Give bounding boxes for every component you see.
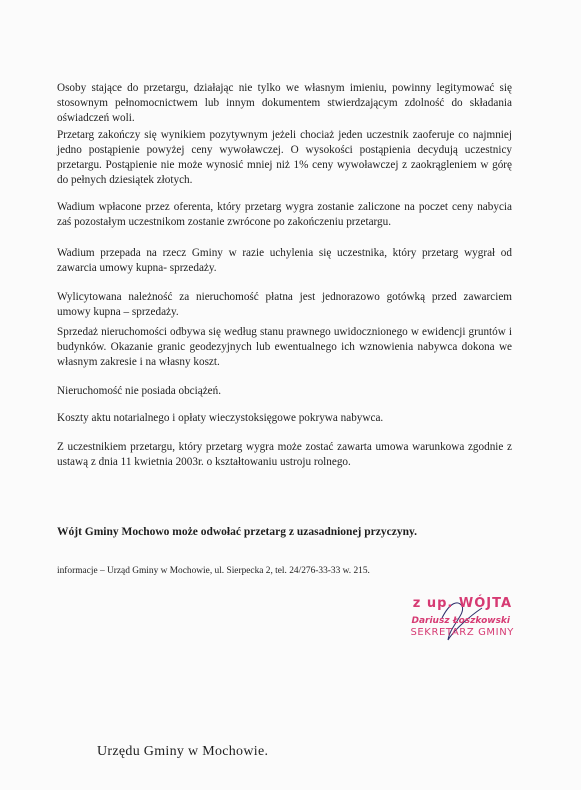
contact-info: informacje – Urząd Gminy w Mochowie, ul. Sierpecka 2, tel. 24/276-33-33 w. 215. — [57, 566, 370, 576]
official-stamp — [380, 596, 520, 646]
paragraph-costs: Koszty aktu notarialnego i opłaty wieczystoksięgowe pokrywa nabywca. — [57, 412, 384, 424]
paragraph-proxy: Osoby stające do przetargu, działając nie tylko we własnym imieniu, powinny legitymować się stosownym pełnomocnictwem lub innym dokumentem stwierdzającym zdolność do składania oświadczeń woli. — [57, 82, 512, 124]
stamp-line-1: z up. WÓJTA — [412, 596, 512, 611]
footer-text: Urzędu Gminy w Mochowie. — [97, 744, 269, 759]
stamp-line-2: Dariusz Łoszkowski — [411, 616, 510, 626]
paragraph-payment: Wylicytowana należność za nieruchomość płatna jest jednorazowo gotówką przed zawarciem umowy kupna – sprzedaży. — [57, 291, 512, 318]
paragraph-encumbrances: Nieruchomość nie posiada obciążeń. — [57, 385, 222, 397]
paragraph-deposit-credit: Wadium wpłacone przez oferenta, który przetarg wygra zostanie zaliczone na poczet ceny nabycia zaś pozostałym uczestnikom zostanie zwrócone po zakończeniu przetargu. — [57, 201, 512, 228]
paragraph-outcome: Przetarg zakończy się wynikiem pozytywnym jeżeli chociaż jeden uczestnik zaoferuje co najmniej jedno postąpienie powyżej ceny wywoławczej. O wysokości postąpienia decydują uczestnicy przetargu. Postąpienie nie może wynosić mniej niż 1% ceny wywoławczej z zaokrągleniem w górę do pełnych dziesiątek złotych. — [57, 129, 512, 186]
stamp-line-3: SEKRETARZ GMINY — [410, 627, 514, 638]
paragraph-deposit-forfeit: Wadium przepada na rzecz Gminy w razie uchylenia się uczestnika, który przetarg wygrał od zawarcia umowy kupna- sprzedaży. — [57, 247, 512, 274]
paragraph-conditional-agreement: Z uczestnikiem przetargu, który przetarg wygra może zostać zawarta umowa warunkowa zgodnie z ustawą z dnia 11 kwietnia 2003r. o kształtowaniu ustroju rolnego. — [57, 441, 512, 468]
cancellation-note: Wójt Gminy Mochowo może odwołać przetarg z uzasadnionej przyczyny. — [57, 526, 417, 538]
paragraph-legal-state: Sprzedaż nieruchomości odbywa się według stanu prawnego uwidocznionego w ewidencji gruntów i budynków. Okazanie granic geodezyjnych lub ewentualnego ich wznowienia nabywca dokona we własnym zakresie i na własny koszt. — [57, 326, 512, 368]
